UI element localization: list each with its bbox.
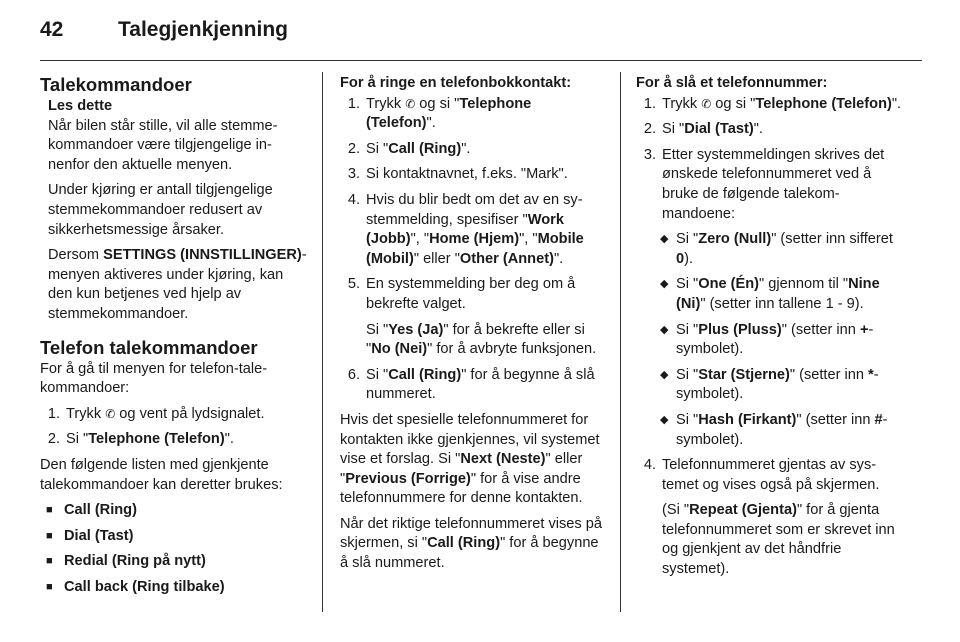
note-title: Les dette xyxy=(48,98,113,114)
list-item: 4. Telefonnummeret gjentas av systemet og vises også på skjermen. (Si "Repeat (Gjenta)" for å gjenta telefonnummeret som er skrevet inn og gjenkjent av det håndfrie systemet). xyxy=(643,457,895,578)
list-item: 2. Si "Call (Ring)". xyxy=(347,140,471,157)
note-paragraph: Når bilen står stille, vil alle stemmekommandoer være tilgjengelige innenfor den aktuelle menyen. xyxy=(48,117,278,173)
column-middle xyxy=(340,74,605,580)
bullet-item: ■ Dial (Tast) xyxy=(40,527,308,547)
phone-icon: ✆ xyxy=(105,406,116,421)
phone-icon: ✆ xyxy=(405,96,416,111)
list-item: 1. Trykk ✆ og si "Telephone (Telefon)". xyxy=(643,95,902,112)
page-title: Talegjenkjenning xyxy=(118,18,288,41)
note-paragraph: Under kjøring er antall tilgjengelige stemmekommandoer redusert av sikkerhetsmessige årsaker. xyxy=(48,182,273,238)
sub-bullet-item: ◆ Si "Plus (Pluss)" (setter inn +-symbolet). xyxy=(636,321,904,360)
diamond-bullet-icon: ◆ xyxy=(660,278,669,291)
list-item: 6. Si "Call (Ring)" for å begynne å slå nummeret. xyxy=(347,366,595,403)
square-bullet-icon: ■ xyxy=(46,504,53,517)
intro-paragraph: For å gå til menyen for telefon-talekommandoer: xyxy=(40,360,268,397)
bullet-item: ■ Redial (Ring på nytt) xyxy=(40,552,308,572)
sub-bullet-item: ◆ Si "Zero (Null)" (setter inn sifferet 0). xyxy=(636,230,904,269)
phone-icon: ✆ xyxy=(701,96,712,111)
square-bullet-icon: ■ xyxy=(46,529,53,542)
list-item: 4. Hvis du blir bedt om det av en systemmelding, spesifiser "Work (Jobb)", "Home (Hjem)", "Mobile (Mobil)" eller "Other (Annet)". xyxy=(347,191,584,267)
header-rule xyxy=(40,60,922,61)
diamond-bullet-icon: ◆ xyxy=(660,323,669,336)
list-item: 2. Si "Telephone (Telefon)". xyxy=(47,431,234,448)
square-bullet-icon: ■ xyxy=(46,555,53,568)
note-box xyxy=(40,97,308,325)
diamond-bullet-icon: ◆ xyxy=(660,368,669,381)
subsection-title: For å ringe en telefonbokkontakt: xyxy=(340,75,572,91)
diamond-bullet-icon: ◆ xyxy=(660,413,669,426)
diamond-bullet-icon: ◆ xyxy=(660,233,669,246)
sub-bullet-item: ◆ Si "Hash (Firkant)" (setter inn #-symbolet). xyxy=(636,411,904,450)
paragraph: Når det riktige telefonnummeret vises på skjermen, si "Call (Ring)" for å begynne å slå nummeret. xyxy=(340,515,602,572)
list-item: 1. Trykk ✆ og si "Telephone (Telefon)". xyxy=(347,95,532,132)
bullet-item: ■ Call back (Ring tilbake) xyxy=(40,578,308,598)
bullet-item: ■ Call (Ring) xyxy=(40,501,308,521)
list-item: 3. Etter systemmeldingen skrives det ønskede telefonnummeret ved å bruke de følgende talekommandoene: xyxy=(643,146,885,222)
paragraph: Hvis det spesielle telefonnummeret for kontakten ikke gjenkjennes, vil systemet vise et forslag. Si "Next (Neste)" eller "Previous (Forrige)" for å vise andre telefonnummere for denne kontakten. xyxy=(340,411,600,507)
sub-bullet-item: ◆ Si "One (Én)" gjennom til "Nine (Ni)" (setter inn tallene 1 - 9). xyxy=(636,275,904,314)
list-item: 1. Trykk ✆ og vent på lydsignalet. xyxy=(47,405,265,422)
square-bullet-icon: ■ xyxy=(46,580,53,593)
list-item: 5. En systemmelding ber deg om å bekrefte valget. Si "Yes (Ja)" for å bekrefte eller si "No (Nei)" for å avbryte funksjonen. xyxy=(347,276,597,358)
section-heading-telefon: Telefon talekommandoer xyxy=(40,336,258,358)
sub-bullet-item: ◆ Si "Star (Stjerne)" (setter inn *-symbolet). xyxy=(636,366,904,405)
column-divider xyxy=(620,72,621,612)
section-heading-talekommandoer: Talekommandoer xyxy=(40,74,192,95)
subsection-title: For å slå et telefonnummer: xyxy=(636,75,828,91)
column-divider xyxy=(322,72,323,612)
page-number: 42 xyxy=(40,18,64,41)
list-item: 3. Si kontaktnavnet, f.eks. "Mark". xyxy=(347,166,568,183)
column-left xyxy=(40,74,308,603)
column-right xyxy=(636,74,904,586)
list-intro: Den følgende listen med gjenkjente talekommandoer kan deretter brukes: xyxy=(40,456,283,493)
list-item: 2. Si "Dial (Tast)". xyxy=(643,121,763,138)
note-paragraph: Dersom SETTINGS (INNSTILLINGER)-menyen aktiveres under kjøring, kan den kun betjenes ved hjelp av stemmekommandoer. xyxy=(48,247,307,322)
